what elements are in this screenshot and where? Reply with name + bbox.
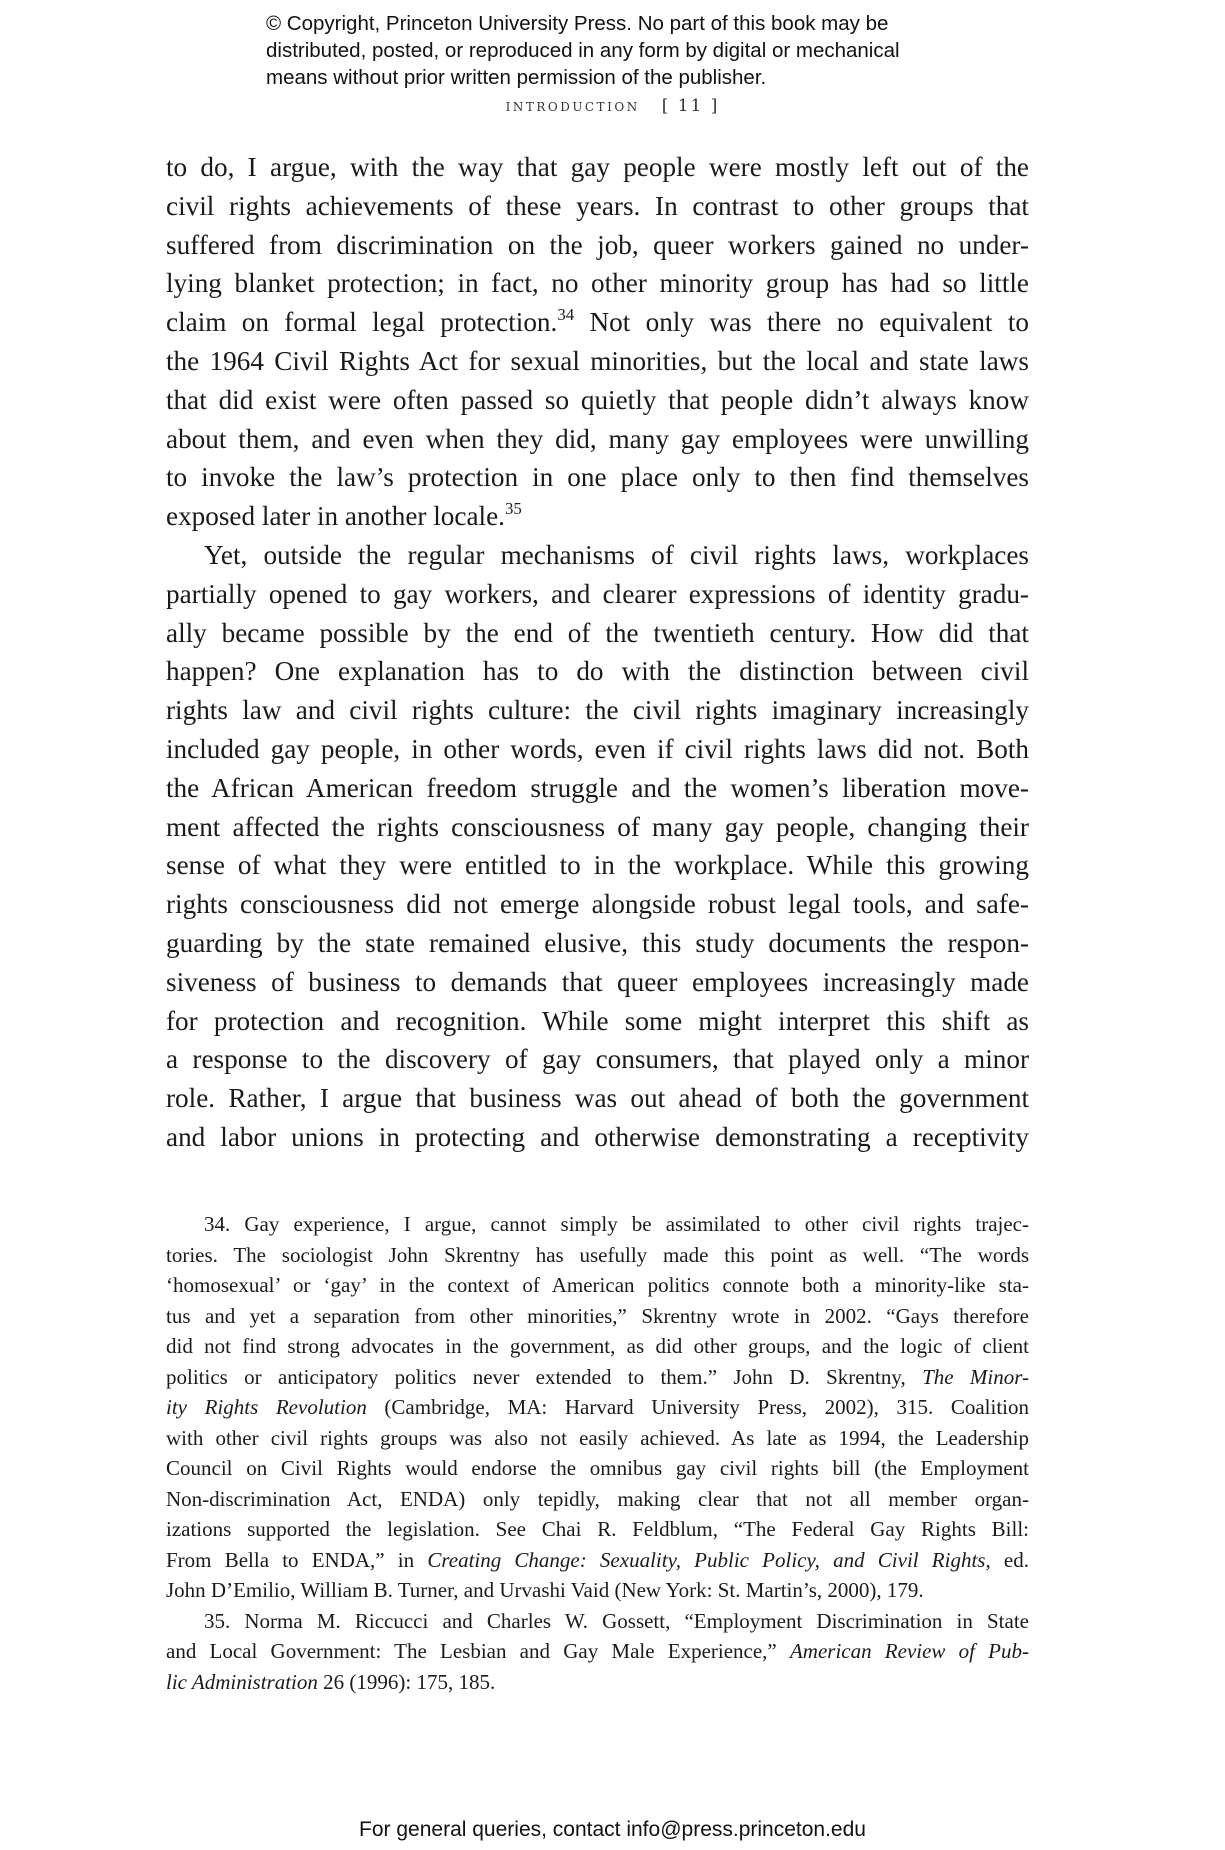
footnote-title-italic: Creating Change: Sexuality, Public Policy, and Civil Rights xyxy=(427,1547,986,1572)
body-line: guarding by the state remained elusive, this study documents the respon- xyxy=(166,927,1029,958)
footnote-line: John D’Emilio, William B. Turner, and Urvashi Vaid (New York: St. Martin’s, 2000), 179. xyxy=(166,1578,924,1602)
body-line: for protection and recognition. While some might interpret this shift as xyxy=(166,1005,1029,1036)
body-line: the African American freedom struggle and the women’s liberation move- xyxy=(166,772,1029,803)
footnote-title-italic: The Minor- xyxy=(922,1364,1030,1389)
body-line: ment affected the rights consciousness of many gay people, changing their xyxy=(166,811,1029,842)
body-line: happen? One explanation has to do with the distinction between civil xyxy=(166,656,1029,687)
body-line: rights consciousness did not emerge alongside robust legal tools, and safe- xyxy=(166,889,1029,920)
footnote-ref-35[interactable]: 35 xyxy=(504,498,522,518)
body-line: rights law and civil rights culture: the civil rights imaginary increasingly xyxy=(166,695,1029,726)
body-line: the 1964 Civil Rights Act for sexual minorities, but the local and state laws xyxy=(166,345,1029,376)
body-line xyxy=(166,497,1029,536)
body-line: role. Rather, I argue that business was out ahead of both the government xyxy=(166,1083,1029,1114)
body-line: and labor unions in protecting and otherwise demonstrating a receptivity xyxy=(166,1121,1029,1152)
running-head xyxy=(0,96,1225,116)
footnote-title-italic: American Review of Pub- xyxy=(789,1639,1030,1663)
body-line: ally became possible by the end of the twentieth century. How did that xyxy=(166,617,1029,648)
footnote-line-text: and Local Government: The Lesbian and Gay Male Experience,” xyxy=(166,1639,790,1663)
running-head-title: introduction xyxy=(505,96,640,116)
footnote-line: did not find strong advocates in the government, as did other groups, and the logic of client xyxy=(166,1334,1029,1358)
footnote-title-italic: ity Rights Revolution xyxy=(166,1395,367,1419)
footnote-line: 34. Gay experience, I argue, cannot simply be assimilated to other civil rights trajec- xyxy=(204,1212,1029,1236)
footnote-line: tus and yet a separation from other minorities,” Skrentny wrote in 2002. “Gays therefore xyxy=(166,1303,1029,1328)
footnote-line xyxy=(166,1392,1029,1423)
footnote-line-text: 26 (1996): 175, 185. xyxy=(317,1669,496,1694)
copyright-notice xyxy=(266,10,986,91)
body-line: to do, I argue, with the way that gay people were mostly left out of the xyxy=(166,152,1029,182)
footnote-line xyxy=(166,1362,1029,1393)
body-line: civil rights achievements of these years. In contrast to other groups that xyxy=(166,190,1029,221)
footnote-line: with other civil rights groups was also not easily achieved. As late as 1994, the Leadership xyxy=(166,1425,1029,1450)
footnote-line xyxy=(166,1545,1029,1576)
footnote-line: Non-discrimination Act, ENDA) only tepidly, making clear that not all member organ- xyxy=(166,1486,1029,1511)
body-line-text: exposed later in another locale. xyxy=(166,501,505,532)
footnote-line xyxy=(166,1636,1029,1667)
footnote-line: tories. The sociologist John Skrentny has usefully made this point as well. “The words xyxy=(166,1242,1029,1267)
body-line-text: claim on formal legal protection. xyxy=(166,307,558,338)
footer-contact: For general queries, contact info@press.princeton.edu xyxy=(359,1818,866,1841)
footnote-line: ‘homosexual’ or ‘gay’ in the context of American politics connote both a minority-like sta- xyxy=(166,1273,1029,1297)
copyright-line: © Copyright, Princeton University Press. No part of this book may be xyxy=(266,12,889,35)
body-line: partially opened to gay workers, and clearer expressions of identity gradu- xyxy=(166,578,1029,609)
copyright-line: distributed, posted, or reproduced in any form by digital or mechanical xyxy=(266,39,900,62)
body-line: a response to the discovery of gay consumers, that played only a minor xyxy=(166,1044,1029,1075)
footnotes xyxy=(166,1209,1029,1697)
page-number: [ 11 ] xyxy=(661,96,720,116)
footnote-line: izations supported the legislation. See Chai R. Feldblum, “The Federal Gay Rights Bill: xyxy=(166,1517,1029,1541)
body-line-text: Not only was there no equivalent to xyxy=(574,307,1029,338)
body-line: siveness of business to demands that queer employees increasingly made xyxy=(166,966,1029,997)
body-line: lying blanket protection; in fact, no other minority group has had so little xyxy=(166,268,1029,299)
footnote-line: Council on Civil Rights would endorse the omnibus gay civil rights bill (the Employment xyxy=(166,1456,1029,1480)
footnote-line-text: politics or anticipatory politics never extended to them.” John D. Skrentny, xyxy=(166,1364,923,1389)
body-line: about them, and even when they did, many gay employees were unwilling xyxy=(166,423,1029,454)
footnote-line-text: From Bella to ENDA,” in xyxy=(166,1547,428,1572)
footnote-line-text: , ed. xyxy=(985,1547,1029,1572)
body-line: suffered from discrimination on the job, queer workers gained no under- xyxy=(166,229,1029,260)
body-line: sense of what they were entitled to in the workplace. While this growing xyxy=(166,850,1029,881)
footnote-line xyxy=(166,1667,1029,1698)
footnote-line-text: (Cambridge, MA: Harvard University Press, 2002), 315. Coalition xyxy=(366,1395,1029,1419)
footnote-title-italic: lic Administration xyxy=(166,1669,318,1694)
body-line: that did exist were often passed so quietly that people didn’t always know xyxy=(166,384,1029,415)
footnote-ref-34[interactable]: 34 xyxy=(557,304,575,324)
body-line: to invoke the law’s protection in one place only to then find themselves xyxy=(166,462,1029,493)
body-line: included gay people, in other words, even if civil rights laws did not. Both xyxy=(166,733,1029,764)
body-line xyxy=(166,303,1029,342)
body-line: Yet, outside the regular mechanisms of civil rights laws, workplaces xyxy=(204,539,1029,570)
body-text xyxy=(166,148,1029,1157)
footnote-line: 35. Norma M. Riccucci and Charles W. Gossett, “Employment Discrimination in State xyxy=(204,1608,1029,1633)
copyright-line: means without prior written permission of the publisher. xyxy=(266,66,767,89)
